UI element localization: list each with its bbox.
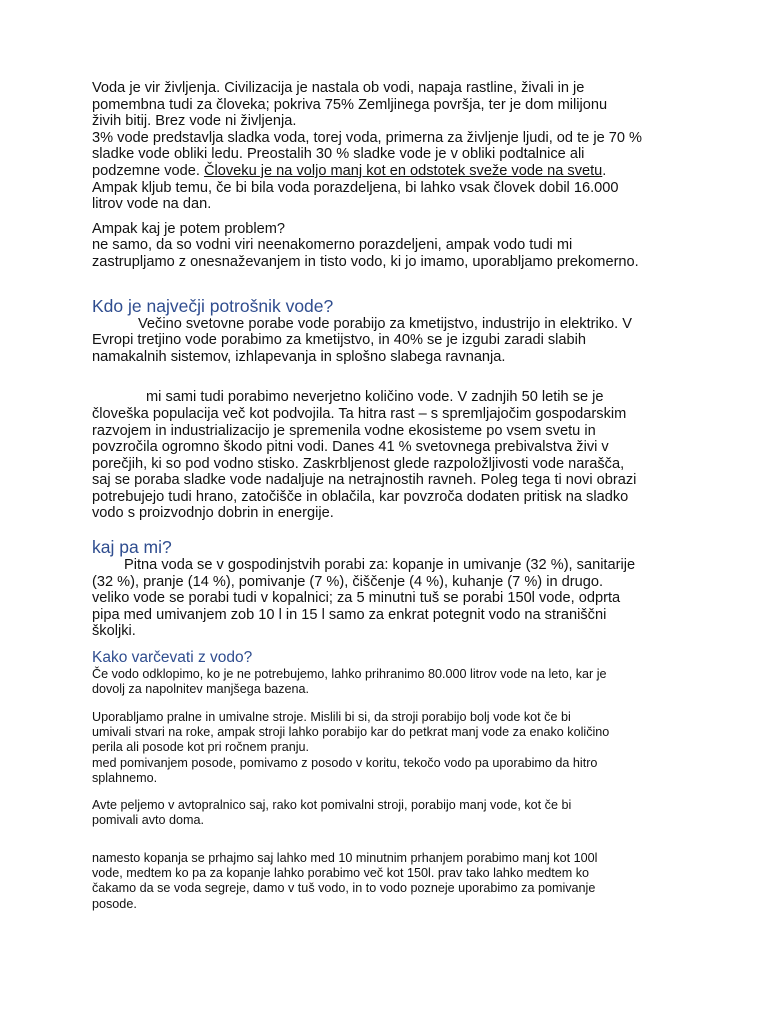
text-line: umivali stvari na roke, ampak stroji lahko porabijo kar do petkrat manj vode za enako količino (92, 724, 610, 739)
population-paragraph (92, 389, 692, 522)
saving-paragraph-1 (92, 667, 692, 698)
text-line: veliko vode se porabi tudi v kopalnici; za 5 minutni tuš se porabi 150l vode, odprta (92, 590, 621, 607)
text-line: školjki. (92, 623, 136, 640)
intro-paragraph (92, 80, 692, 213)
text-line: med pomivanjem posode, pomivamo z posodo v koritu, tekočo vodo pa uporabimo da hitro (92, 755, 598, 770)
saving-paragraph-2 (92, 710, 692, 786)
text-line: namakalnih sistemov, izhlapevanja in splošno slabega ravnanja. (92, 348, 506, 365)
text-line: Uporabljamo pralne in umivalne stroje. Mislili bi si, da stroji porabijo bolj vode kot če bi (92, 709, 571, 724)
text-line: namesto kopanja se prhajmo saj lahko med 10 minutnim prhanjem porabimo manj kot 100l (92, 850, 598, 865)
text-line: splahnemo. (92, 770, 158, 785)
text-line: vode, medtem ko pa za kopanje lahko porabimo več kot 150l. prav tako lahko medtem ko (92, 866, 590, 880)
text-line: saj se poraba sladke vode nadaljuje na netrajnostih ravneh. Poleg tega ti novi obrazi (92, 472, 637, 489)
text-span: podzemne vode. (92, 162, 204, 179)
text-line: dovolj za napolnitev manjšega bazena. (92, 682, 310, 697)
text-line: porečjih, ki so pod vodno stisko. Zaskrbljenost glede razpoložljivosti vode narašča, (92, 455, 625, 472)
text-line: potrebujejo tudi hrano, zatočišče in oblačila, kar povzroča dodaten pritisk na sladko (92, 488, 629, 505)
text-line: živih bitij. Brez vode ni življenja. (92, 113, 297, 130)
text-line: razvojem in industrializacijo je spremenila vodne ekosisteme po vsem svetu in (92, 422, 596, 439)
saving-paragraph-3 (92, 798, 692, 829)
problem-paragraph (92, 221, 692, 271)
text-span: . (602, 162, 607, 179)
section-heading-saving: Kako varčevati z vodo? (92, 649, 253, 667)
text-line: Voda je vir življenja. Civilizacija je nastala ob vodi, napaja rastline, živali in je (92, 80, 585, 96)
underlined-text: Človeku je na voljo manj kot en odstotek sveže vode na svetu (203, 162, 603, 179)
text-line: 3% vode predstavlja sladka voda, torej voda, primerna za življenje ljudi, od te je 70 % (92, 129, 643, 146)
text-line: ne samo, da so vodni viri neenakomerno porazdeljeni, ampak vodo tudi mi (92, 237, 573, 254)
text-line: perila ali posode kot pri ročnem pranju. (92, 740, 310, 755)
text-line: Če vodo odklopimo, ko je ne potrebujemo, lahko prihranimo 80.000 litrov vode na leto, kar je (92, 667, 607, 682)
text-line: Ampak kaj je potem problem? (92, 220, 286, 237)
text-line: čakamo da se voda segreje, damo v tuš vodo, in to vodo pozneje uporabimo za pomivanje (92, 881, 596, 896)
text-line: človeška populacija več kot podvojila. Ta hitra rast – s spremljajočim gospodarskim (92, 405, 627, 422)
text-line (92, 163, 692, 180)
saving-paragraph-4 (92, 851, 692, 912)
text-line: (32 %), pranje (14 %), pomivanje (7 %), čiščenje (4 %), kuhanje (7 %) in drugo. (92, 573, 604, 590)
section-heading-consumer: Kdo je največji potrošnik vode? (92, 295, 334, 316)
text-line: Avte peljemo v avtopralnico saj, rako kot pomivalni stroji, porabijo manj vode, kot če bi (92, 798, 572, 813)
text-line: sladke vode obliki ledu. Preostalih 30 % sladke vode je v obliki podtalnice ali (92, 146, 585, 163)
text-line: Večino svetovne porabe vode porabijo za kmetijstvo, industrijo in elektriko. V (138, 315, 633, 332)
text-line: mi sami tudi porabimo neverjetno količino vode. V zadnjih 50 letih se je (146, 389, 604, 406)
text-line: pomivali avto doma. (92, 813, 204, 828)
text-line: Pitna voda se v gospodinjstvih porabi za: kopanje in umivanje (32 %), sanitarije (124, 557, 636, 574)
text-line: Evropi tretjino vode porabimo za kmetijstvo, in 40% se je izgubi zaradi slabih (92, 332, 586, 349)
household-paragraph (92, 557, 692, 640)
text-line: posode. (92, 896, 137, 911)
text-line: pomembna tudi za človeka; pokriva 75% Zemljinega površja, ter je dom milijonu (92, 96, 608, 113)
text-line: pipa med umivanjem zob 10 l in 15 l samo za enkrat potegnit vodo na straniščni (92, 606, 607, 623)
text-line: vodo s proizvodnjo dobrin in energije. (92, 505, 334, 522)
consumer-paragraph (92, 316, 692, 366)
text-line: litrov vode na dan. (92, 196, 212, 213)
section-heading-us: kaj pa mi? (92, 537, 172, 558)
text-line: povzročila ogromno škodo pitni vodi. Danes 41 % svetovnega prebivalstva živi v (92, 439, 609, 456)
text-line: zastrupljamo z onesnaževanjem in tisto vodo, ki jo imamo, uporabljamo prekomerno. (92, 253, 639, 270)
document-page (92, 80, 692, 912)
text-line: Ampak kljub temu, če bi bila voda porazdeljena, bi lahko vsak človek dobil 16.000 (92, 179, 619, 196)
